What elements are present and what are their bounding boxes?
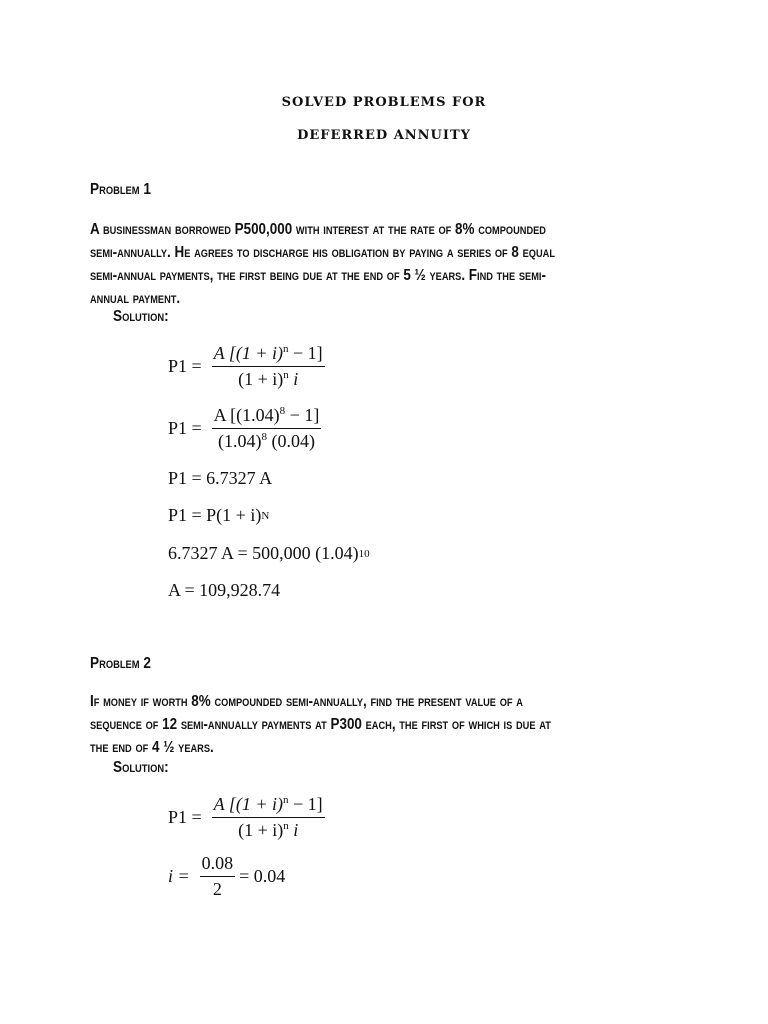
problem-1-equation-answer: A = 109,928.74	[168, 580, 281, 600]
problem-2-line-2: sequence of 12 semi-annually payments at P300 each, the first of which is due at	[90, 716, 551, 733]
eq-lhs: P1 =	[168, 418, 202, 438]
eq-denominator: $(1 + i)^n$ i	[238, 369, 299, 389]
problem-1-equation-substituted	[168, 405, 325, 452]
problem-1-equation-general	[168, 343, 329, 390]
problem-2-line-3: the end of 4 ½ years.	[90, 739, 214, 756]
problem-1-equation-setup: 6.7327 A = 500,000 (1.04) 10	[168, 543, 370, 563]
problem-1-line-1: A businessman borrowed P500,000 with interest at the rate of 8% compounded	[90, 221, 546, 238]
eq-numerator: 0.08	[200, 853, 236, 877]
problem-2-line-1: If money if worth 8% compounded semi-annually, find the present value of a	[90, 693, 523, 710]
eq-denominator: $(1 + i)^n$ i	[238, 820, 299, 840]
eq-fraction	[200, 853, 236, 900]
eq-denominator: $(1.04)^8$ (0.04)	[218, 431, 315, 451]
problem-1-heading: Problem 1	[90, 181, 151, 198]
problem-2-statement	[90, 690, 644, 759]
eq-numerator: A $[(1.04)^8 - 1]$	[212, 405, 322, 429]
problem-2-equation-rate	[168, 853, 285, 900]
problem-2-equation-general	[168, 794, 329, 841]
eq-fraction	[212, 405, 322, 452]
problem-1-line-3: semi-annual payments, the first being due at the end of 5 ½ years. Find the semi-	[90, 267, 546, 284]
eq-lhs: i =	[168, 866, 190, 886]
problem-1-line-4: annual payment.	[90, 290, 181, 307]
eq-lhs: P1 =	[168, 807, 202, 827]
problem-1-equation-compound: P1 = P(1 + i) N	[168, 505, 270, 525]
problem-2-solution-label: Solution:	[113, 759, 169, 776]
problem-1-line-2: semi-annually. He agrees to discharge his obligation by paying a series of 8 equal	[90, 244, 555, 261]
problem-2-heading: Problem 2	[90, 655, 151, 672]
problem-1-equation-factor: P1 = 6.7327 A	[168, 468, 273, 488]
eq-numerator: A $[(1 + i)^n - 1]$	[212, 343, 325, 367]
problem-1-statement	[90, 218, 644, 310]
eq-denominator: 2	[212, 879, 222, 899]
eq-numerator: A $[(1 + i)^n - 1]$	[212, 794, 325, 818]
eq-fraction	[212, 343, 325, 390]
eq-fraction	[212, 794, 325, 841]
document-title-line-1: SOLVED PROBLEMS FOR	[281, 95, 487, 110]
eq-rhs: = 0.04	[239, 866, 286, 886]
problem-1-solution-label: Solution:	[113, 308, 169, 325]
eq-lhs: P1 =	[168, 356, 202, 376]
document-title-line-2: DEFERRED ANNUITY	[297, 128, 471, 143]
